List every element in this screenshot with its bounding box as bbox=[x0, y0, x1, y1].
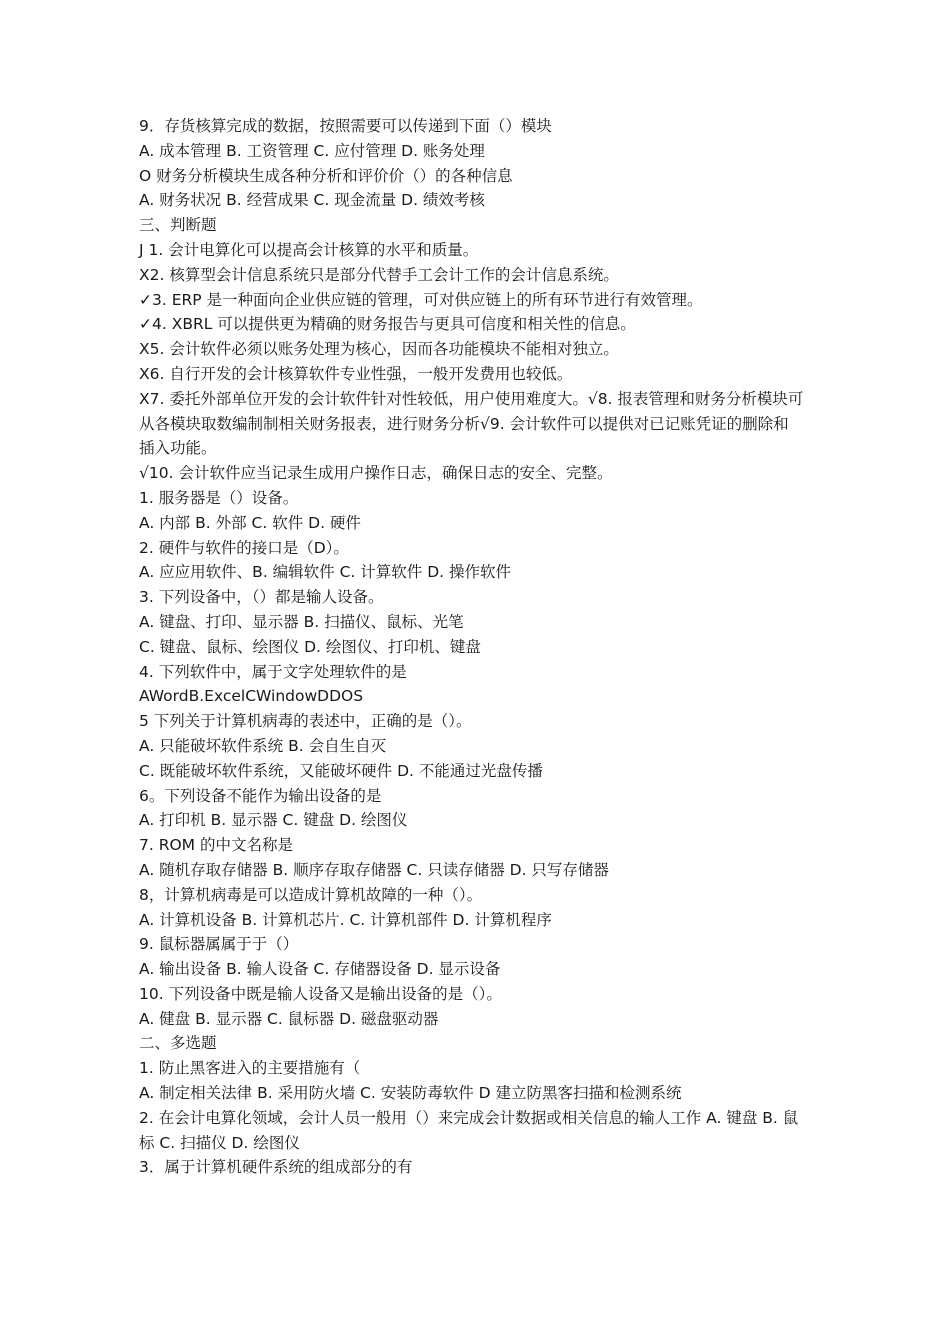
options-8-virus-type: A. 计算机设备 B. 计算机芯片. C. 计算机部件 D. 计算机程序 bbox=[139, 910, 552, 929]
options-6-output-devices: A. 打印机 B. 显示器 C. 键盘 D. 绘图仪 bbox=[139, 811, 408, 830]
judgment-item-10: √10. 会计软件应当记录生成用户操作日志，确保日志的安全、完整。 bbox=[139, 464, 613, 483]
judgment-item-1: J 1. 会计电算化可以提高会计核算的水平和质量。 bbox=[139, 240, 479, 259]
question-10-financial-analysis: O 财务分析模块生成各种分析和评价价（）的各种信息 bbox=[139, 166, 513, 185]
options-10-financial-analysis: A. 财务状况 B. 经营成果 C. 现金流量 D. 绩效考核 bbox=[139, 191, 485, 210]
question-5-virus: 5 下列关于计算机病毒的表述中，正确的是（）。 bbox=[139, 712, 472, 731]
options-3-input-devices-cd: C. 键盘、鼠标、绘图仪 D. 绘图仪、打印机、键盘 bbox=[139, 637, 481, 656]
question-7-rom: 7. ROM 的中文名称是 bbox=[139, 836, 293, 855]
mc-question-1-hackers: 1. 防止黑客进入的主要措施有（ bbox=[139, 1059, 361, 1078]
options-10-io-device: A. 健盘 B. 显示器 C. 鼠标器 D. 磁盘驱动器 bbox=[139, 1009, 439, 1028]
question-8-virus-type: 8，计算机病毒是可以造成计算机故障的一种（）。 bbox=[139, 885, 483, 904]
question-6-output-devices: 6。下列设备不能作为输出设备的是 bbox=[139, 786, 382, 805]
options-1-server: A. 内部 B. 外部 C. 软件 D. 硬件 bbox=[139, 513, 361, 532]
options-2-interface: A. 应应用软件、B. 编辑软件 C. 计算软件 D. 操作软件 bbox=[139, 563, 511, 582]
question-1-server: 1. 服务器是（）设备。 bbox=[139, 488, 299, 507]
question-10-io-device: 10. 下列设备中既是输人设备又是输出设备的是（）。 bbox=[139, 984, 502, 1003]
options-9-mouse: A. 输出设备 B. 输人设备 C. 存储器设备 D. 显示设备 bbox=[139, 960, 501, 979]
mc-options-1-hackers: A. 制定相关法律 B. 采用防火墙 C. 安装防毒软件 D 建立防黑客扫描和检测系统 bbox=[139, 1084, 682, 1103]
section-heading-true-false: 三、判断题 bbox=[139, 216, 217, 235]
judgment-item-3: ✓3. ERP 是一种面向企业供应链的管理，可对供应链上的所有环节进行有效管理。 bbox=[139, 290, 703, 309]
question-4-word-processing: 4. 下列软件中，属于文字处理软件的是 bbox=[139, 662, 407, 681]
section-heading-multiple-choice: 二、多选题 bbox=[139, 1034, 217, 1053]
options-9-inventory: A. 成本管理 B. 工资管理 C. 应付管理 D. 账务处理 bbox=[139, 141, 485, 160]
options-5-virus-ab: A. 只能破坏软件系统 B. 会自生自灭 bbox=[139, 736, 387, 755]
question-2-interface: 2. 硬件与软件的接口是（D）。 bbox=[139, 538, 349, 557]
document-body bbox=[139, 114, 804, 1180]
judgment-item-2: X2. 核算型会计信息系统只是部分代替手工会计工作的会计信息系统。 bbox=[139, 265, 619, 284]
options-4-word-processing: AWordB.ExcelCWindowDDOS bbox=[139, 687, 364, 706]
mc-question-3-hardware: 3．属于计算机硬件系统的组成部分的有 bbox=[139, 1158, 413, 1177]
judgment-item-5: X5. 会计软件必须以账务处理为核心，因而各功能模块不能相对独立。 bbox=[139, 340, 619, 359]
question-9-inventory: 9．存货核算完成的数据，按照需要可以传递到下面（）模块 bbox=[139, 117, 552, 135]
options-7-rom: A. 随机存取存储器 B. 顺序存取存储器 C. 只读存储器 D. 只写存储器 bbox=[139, 860, 609, 879]
judgment-items-7-8-9: X7. 委托外部单位开发的会计软件针对性较低，用户使用难度大。√8. 报表管理和财务分析模块可从各模块取数编制制相关财务报表，进行财务分析√9. 会计软件可以提供对已记账凭证的删除和插入功能。 bbox=[139, 389, 804, 458]
options-5-virus-cd: C. 既能破坏软件系统，又能破坏硬件 D. 不能通过光盘传播 bbox=[139, 761, 543, 780]
question-3-input-devices: 3. 下列设备中，（）都是输人设备。 bbox=[139, 588, 384, 607]
judgment-item-6: X6. 自行开发的会计核算软件专业性强，一般开发费用也较低。 bbox=[139, 364, 573, 383]
options-3-input-devices-ab: A. 键盘、打印、显示器 B. 扫描仪、鼠标、光笔 bbox=[139, 612, 464, 631]
judgment-item-4: ✓4. XBRL 可以提供更为精确的财务报告与更具可信度和相关性的信息。 bbox=[139, 315, 636, 334]
mc-question-2-input-work: 2. 在会计电算化领域，会计人员一般用（）来完成会计数据或相关信息的输人工作 A. 键盘 B. 鼠标 C. 扫描仪 D. 绘图仪 bbox=[139, 1108, 799, 1152]
question-9-mouse: 9. 鼠标器属属于于（） bbox=[139, 935, 299, 954]
